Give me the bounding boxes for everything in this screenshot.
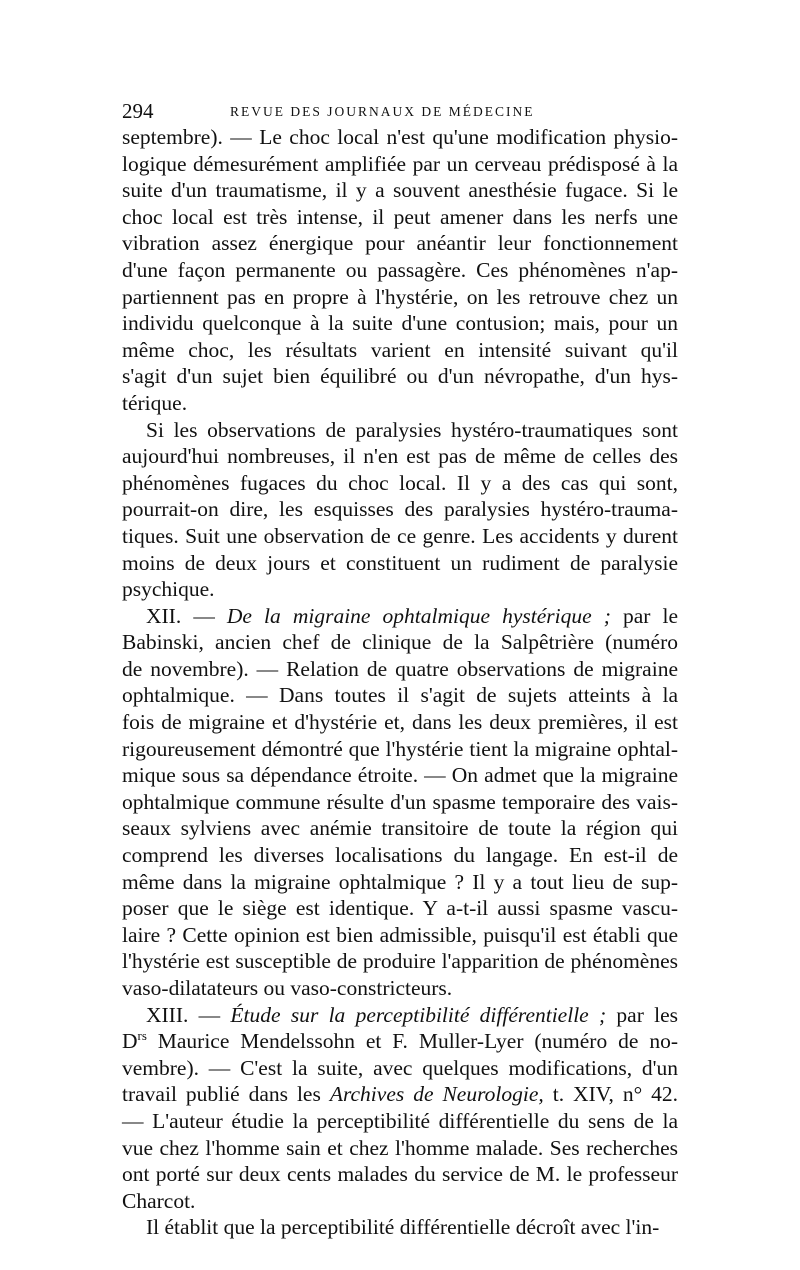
- text-line: Babinski, ancien chef de clinique de la Salpêtrière (numéro: [122, 630, 678, 655]
- text-line: de novembre). — Relation de quatre observations de migraine: [122, 656, 678, 681]
- text-line: fois de migraine et d'hystérie et, dans les deux premières, il est: [122, 710, 678, 735]
- text-line: rigoureusement démontré que l'hystérie tient la migraine ophtal-: [122, 736, 678, 761]
- text-line: partiennent pas en propre à l'hystérie, on les retrouve chez un: [122, 284, 678, 309]
- text-line: seaux sylviens avec anémie transitoire de toute la région qui: [122, 816, 678, 841]
- text-line: tiques. Suit une observation de ce genre. Les accidents y durent: [122, 523, 678, 548]
- section-number: XII.: [146, 603, 182, 628]
- text-line: l'hystérie est susceptible de produire l'apparition de phénomènes: [122, 949, 678, 974]
- journal-title: Archives de Neurologie,: [329, 1082, 544, 1107]
- text-line: phénomènes fugaces du choc local. Il y a des cas qui sont,: [122, 470, 678, 495]
- text-line: même choc, les résultats varient en intensité suivant qu'il: [122, 337, 678, 362]
- text-line: ont porté sur deux cents malades du service de M. le professeur: [122, 1162, 678, 1187]
- page-number: 294: [122, 99, 154, 123]
- text-line: mique sous sa dépendance étroite. — On admet que la migraine: [122, 763, 678, 788]
- section-xii-lines: [122, 629, 678, 1001]
- section-xiii-heading-line: XIII. — Étude sur la perceptibilité différentielle ; par les: [146, 1002, 679, 1027]
- section-number: XIII.: [146, 1002, 189, 1027]
- paragraph: [122, 124, 678, 417]
- article-title: Étude sur la perceptibilité différentielle ;: [230, 1002, 607, 1027]
- citation-line: travail publié dans les Archives de Neurologie, t. XIV, n° 42.: [122, 1082, 679, 1107]
- text-line: moins de deux jours et constituent un rudiment de paralysie: [122, 550, 678, 575]
- text-line: Charcot.: [122, 1188, 196, 1213]
- text-line: poser que le siège est identique. Y a-t-il aussi spasme vascu-: [122, 896, 678, 921]
- text-line: ophtalmique commune résulte d'un spasme temporaire des vais-: [122, 789, 678, 814]
- text-line: Il établit que la perceptibilité différentielle décroît avec l'in-: [146, 1215, 660, 1240]
- paragraph: [122, 1214, 678, 1241]
- text-line: ophtalmique. — Dans toutes il s'agit de sujets atteints à la: [122, 683, 678, 708]
- section-xiii: [122, 1002, 678, 1215]
- text-line: aujourd'hui nombreuses, il n'en est pas de même de celles des: [122, 444, 678, 469]
- text-line: pourrait-on dire, les esquisses des paralysies hystéro-trauma-: [122, 497, 678, 522]
- text-line: vaso-dilatateurs ou vaso-constricteurs.: [122, 976, 453, 1000]
- section-xii-heading-line: XII. — De la migraine ophtalmique hystérique ; par le: [146, 603, 679, 628]
- author-line: $D^{rs}$ Maurice Mendelssohn et F. Muller-Lyer (numéro de no-: [122, 1029, 678, 1054]
- text-line: logique démesurément amplifiée par un cerveau prédisposé à la: [122, 151, 678, 176]
- text-line: vue chez l'homme sain et chez l'homme malade. Ses recherches: [122, 1135, 678, 1160]
- text-line: Si les observations de paralysies hystéro-traumatiques sont: [146, 417, 678, 442]
- text-line: choc local est très intense, il peut amener dans les nerfs une: [122, 204, 678, 229]
- text-line: septembre). — Le choc local n'est qu'une modification physio-: [122, 125, 678, 149]
- section-xii: [122, 603, 678, 1002]
- paragraph: [122, 417, 678, 603]
- text-line: térique.: [122, 390, 188, 415]
- text-line: individu quelconque à la suite d'une contusion; mais, pour un: [122, 311, 678, 336]
- text-line: psychique.: [122, 577, 215, 602]
- article-body: [122, 124, 678, 1241]
- running-title: REVUE DES JOURNAUX DE MÉDECINE: [230, 104, 535, 119]
- text-line: suite d'un traumatisme, il y a souvent anesthésie fugace. Si le: [122, 178, 678, 203]
- text-line: s'agit d'un sujet bien équilibré ou d'un névropathe, d'un hys-: [122, 364, 678, 389]
- text-line: vibration assez énergique pour anéantir leur fonctionnement: [122, 231, 678, 256]
- article-title: De la migraine ophtalmique hystérique ;: [226, 603, 611, 628]
- text-line: laire ? Cette opinion est bien admissible, puisqu'il est établi que: [122, 922, 678, 947]
- section-xiii-lines: [122, 1108, 678, 1214]
- text-line: même dans la migraine ophtalmique ? Il y a tout lieu de sup-: [122, 869, 678, 894]
- text-line: — L'auteur étudie la perceptibilité différentielle du sens de la: [122, 1108, 678, 1133]
- text-line: vembre). — C'est la suite, avec quelques modifications, d'un: [122, 1055, 678, 1080]
- text-line: comprend les diverses localisations du langage. En est-il de: [122, 843, 678, 868]
- text-line: d'une façon permanente ou passagère. Ces phénomènes n'ap-: [122, 257, 678, 282]
